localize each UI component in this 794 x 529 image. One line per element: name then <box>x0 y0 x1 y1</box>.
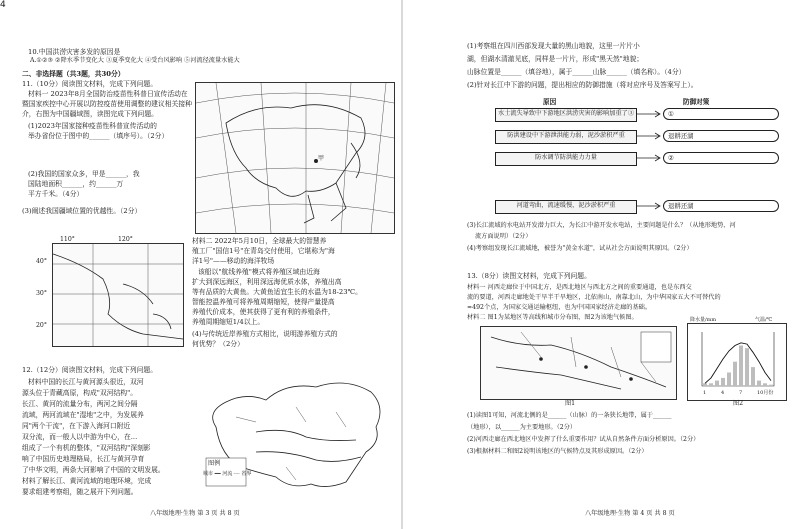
svg-text:甲: 甲 <box>318 155 325 162</box>
precip-bar <box>709 383 713 386</box>
flow-reason-3: 防水调节防洪能力力量 <box>495 152 637 166</box>
q12-line5: 同"两个干流"，在下游入海河口附近 <box>22 422 131 430</box>
precip-bar <box>703 383 707 386</box>
q11-material1-line2: 暨国家疾控中心开展以防控疫苗使用调整的建议相关接种 <box>22 100 192 108</box>
x-tick-label: 10月份 <box>757 390 774 396</box>
precip-bar <box>715 381 719 386</box>
precip-bar <box>763 383 767 386</box>
coast-inset-map <box>52 243 184 347</box>
q13-mat1-line1: 材料一 河西走廊位于中国北方，是西北地区与西北方之间的重要通道，也是东西交 <box>467 284 692 291</box>
china-territory-map <box>195 82 395 234</box>
flow-reason-2: 防洪建设中下游泄洪能力弱，泥沙淤积严重 <box>495 130 637 144</box>
mat2-q4b: 何优势？（2分） <box>192 340 244 348</box>
flow-header-measure: 防御对策 <box>683 98 710 106</box>
q12-sub1b: 湖，但湖水清澈见底，同样是一片片，形成"黑天然"地貌； <box>467 55 644 63</box>
mat2-line1: 材料二 2022年5月10日，全球最大的智慧养 <box>192 237 327 245</box>
q10-stem: 10.中国洪涝灾害多发的原因是 <box>28 48 121 56</box>
chart-axes <box>702 332 774 386</box>
q13-sub3: (3)根据材料二和图2说明该地区的气候特点及其形成原因。（2分） <box>467 448 648 455</box>
q13-sub1: (1)读图1可知，河流北侧的是______（山脉）的一条狭长地带，属于______ <box>467 412 672 419</box>
q13-sub1b: （地形），以______为主要地形。（2分） <box>467 424 577 431</box>
q11-material1-line1: 材料一 2023年8月全国防治疫苗性科普日宣传活动在 <box>28 90 188 98</box>
q13-mat1-line3: ≈492个点，为国家交通运输枢纽，也为中国国家经济走廊的基础。 <box>467 304 652 311</box>
flow-header-reason: 原因 <box>543 98 557 106</box>
q10-options: A.①②③ ②降水季节变化大 ③夏季变化大 ④受台风影响 ⑤河流径流量水能大 <box>30 57 240 64</box>
corner-mark: 4 <box>0 0 6 10</box>
map-lon-120: 120° <box>118 236 133 243</box>
section-two-title: 二、非选择题（共3题，共30分） <box>22 70 125 78</box>
hexi-corridor-map <box>480 326 677 400</box>
map-legend-title: 图例 <box>208 460 221 467</box>
mat2-line4: 该船以"航线养殖"模式将养殖区域由近海 <box>198 268 320 276</box>
q12-line6: 双分流，而一般人以中游为中心，在... <box>22 433 138 441</box>
q12-sub1c: 山脉位置是______（填谷地），属于______山脉______（填名称）。（4分） <box>467 68 686 76</box>
page-right <box>405 0 794 529</box>
q11-sub2: (2)我国的国家众多，甲是______，我 <box>28 170 140 178</box>
flow-arrows <box>635 100 665 220</box>
mat2-line6: 等有品质的大黄鱼。大黄鱼适宜生长的水温为18-23℃。 <box>192 288 362 296</box>
x-tick-label: 7 <box>739 390 743 396</box>
map-legend-items: 城市 ━━ 河流 ┈┈ 省界 <box>203 471 252 477</box>
fig2-caption: 图2 <box>733 400 744 407</box>
mat2-q4: (4)与传统近岸养殖方式相比，说明游养殖方式的 <box>192 330 338 338</box>
map-lat-20: 20° <box>36 322 47 329</box>
q12-sub3b: 流方面说明）（2分） <box>475 233 532 240</box>
q11-sub3: (3)阐述我国疆域位置的优越性。（2分） <box>22 207 142 215</box>
precip-bar <box>757 381 761 386</box>
q13-mat2: 材料二 图1为某地区等高线和城市分布图，图2为该地气候图。 <box>467 314 638 321</box>
measure-answer-4: 退耕还湖 <box>663 200 779 212</box>
precip-bar <box>721 378 725 386</box>
q12-sub4: (4)考察组发现长江流域地，被誉为"黄金水道"，试从社会方面说明其原因。（2分） <box>467 245 693 252</box>
climate-chart <box>687 323 787 401</box>
q12-line9: 了中华文明，两条大河影响了中国的文明发展。 <box>22 466 165 474</box>
q12-line3: 长江、黄河的流量分布，两河之间分隔 <box>22 400 138 408</box>
q12-line2: 源头位于青藏高原，构成"双河结构"。 <box>22 389 138 397</box>
q11-sub2b: 国陆地面积______，约______万 <box>28 180 124 188</box>
map-lat-30: 30° <box>36 290 47 297</box>
footer-page4: 八年级地理·生物 第 4 页 共 8 页 <box>585 510 675 517</box>
flow-reason-4: 河道弯曲，流速缓慢，泥沙淤积严重 <box>495 200 637 214</box>
q11-sub1b: 举办省份位于图中的______（填序号）。（2分） <box>28 132 169 140</box>
q12-line10: 材料了解长江、黄河流域的地理环境，完成 <box>22 477 152 485</box>
q11-stem: 11.（10分）阅读图文材料，完成下列问题。 <box>22 80 158 88</box>
map-lat-40: 40° <box>36 258 47 265</box>
mat2-line9: 养殖周期缩短1/4以上。 <box>192 318 265 326</box>
q13-sub2: (2)河西走廊在西北地区中发挥了什么重要作用？试从自然条件方面分析原因。（2分） <box>467 436 700 443</box>
flow-reason-1: 水土流失导致中下游地区洪涝灾害的影响加重了③ <box>495 108 637 122</box>
q12-stem: 12.（12分）阅读图文材料，完成下列问题。 <box>22 366 158 374</box>
fig1-caption: 图1 <box>565 400 576 407</box>
q12-sub1: (1)考察组在四川西部发现大量的黑山地貌，这里一片片小 <box>467 42 640 50</box>
mat2-line5: 扩大到深远海区，利用深远海优质水体，养殖出高 <box>192 278 342 286</box>
q11-sub1: (1)2023年国家接种疫苗性科普宣传活动的 <box>28 122 157 130</box>
q12-line4: 流域，两河流域在"湿地"之中，为发展养 <box>22 411 144 419</box>
precip-bar <box>727 373 731 387</box>
precip-bar <box>745 348 749 386</box>
q13-stem: 13.（8分）读图文材料，完成下列问题。 <box>467 272 591 280</box>
chart-ylabel-left: 降水量/mm <box>690 317 717 323</box>
x-tick-label: 1 <box>703 390 707 396</box>
mat2-line3: 洋1号"——移动的海洋牧场 <box>192 257 275 265</box>
q12-line1: 材料中国的长江与黄河源头很近，双河 <box>28 378 144 386</box>
precip-bar <box>733 362 737 386</box>
q12-sub3: (3)长江流域的水电站开发潜力巨大，为长江中游开发水电站，主要问题是什么？（从地形地势、河 <box>467 222 736 229</box>
measure-answer-2: 退耕还湖 <box>663 130 779 142</box>
q12-sub2: (2)针对长江中下游的问题，提出相应的防御措施（将对应序号及答案写上）。 <box>467 81 698 89</box>
map-lon-110: 110° <box>60 236 75 243</box>
mat2-line8: 养殖代价成本，使其获得了更有利的养殖条件， <box>192 308 335 316</box>
page-divider <box>401 0 403 529</box>
q12-line7: 组成了一个有机的整体，"双河结构"深刻影 <box>22 444 151 452</box>
q11-material1-line3: 介，右图为中国疆域图，读图完成下列问题。 <box>22 110 158 118</box>
footer-page3: 八年级地理·生物 第 3 页 共 8 页 <box>150 510 240 517</box>
q11-sub2c: 平方千米。（4分） <box>28 190 84 198</box>
q12-line8: 响了中国历史地理格局，长江与黄河孕育 <box>22 455 145 463</box>
mat2-line7: 智能控温养殖可将养殖周期缩短，使得产量提高 <box>192 298 335 306</box>
precip-bar <box>751 367 755 386</box>
mat2-line2: 殖工厂"国信1号"在青岛交付使用，它堪称为"海 <box>192 247 335 255</box>
temperature-line <box>705 343 771 384</box>
precip-bar <box>769 385 773 386</box>
q12-line11: 要求组建考察组，随之展开下列问题。 <box>22 488 138 496</box>
chart-ylabel-right: 气温/℃ <box>755 317 773 323</box>
measure-answer-1[interactable]: ① <box>663 108 779 120</box>
x-tick-label: 4 <box>721 390 725 396</box>
measure-answer-3[interactable]: ② <box>663 152 779 164</box>
q13-mat1-line2: 流的要道，河西走廊地处干旱半干旱地区，北依南山，南靠北山，为中华国家五大不可替代的 <box>467 294 721 301</box>
precip-bar <box>739 346 743 387</box>
